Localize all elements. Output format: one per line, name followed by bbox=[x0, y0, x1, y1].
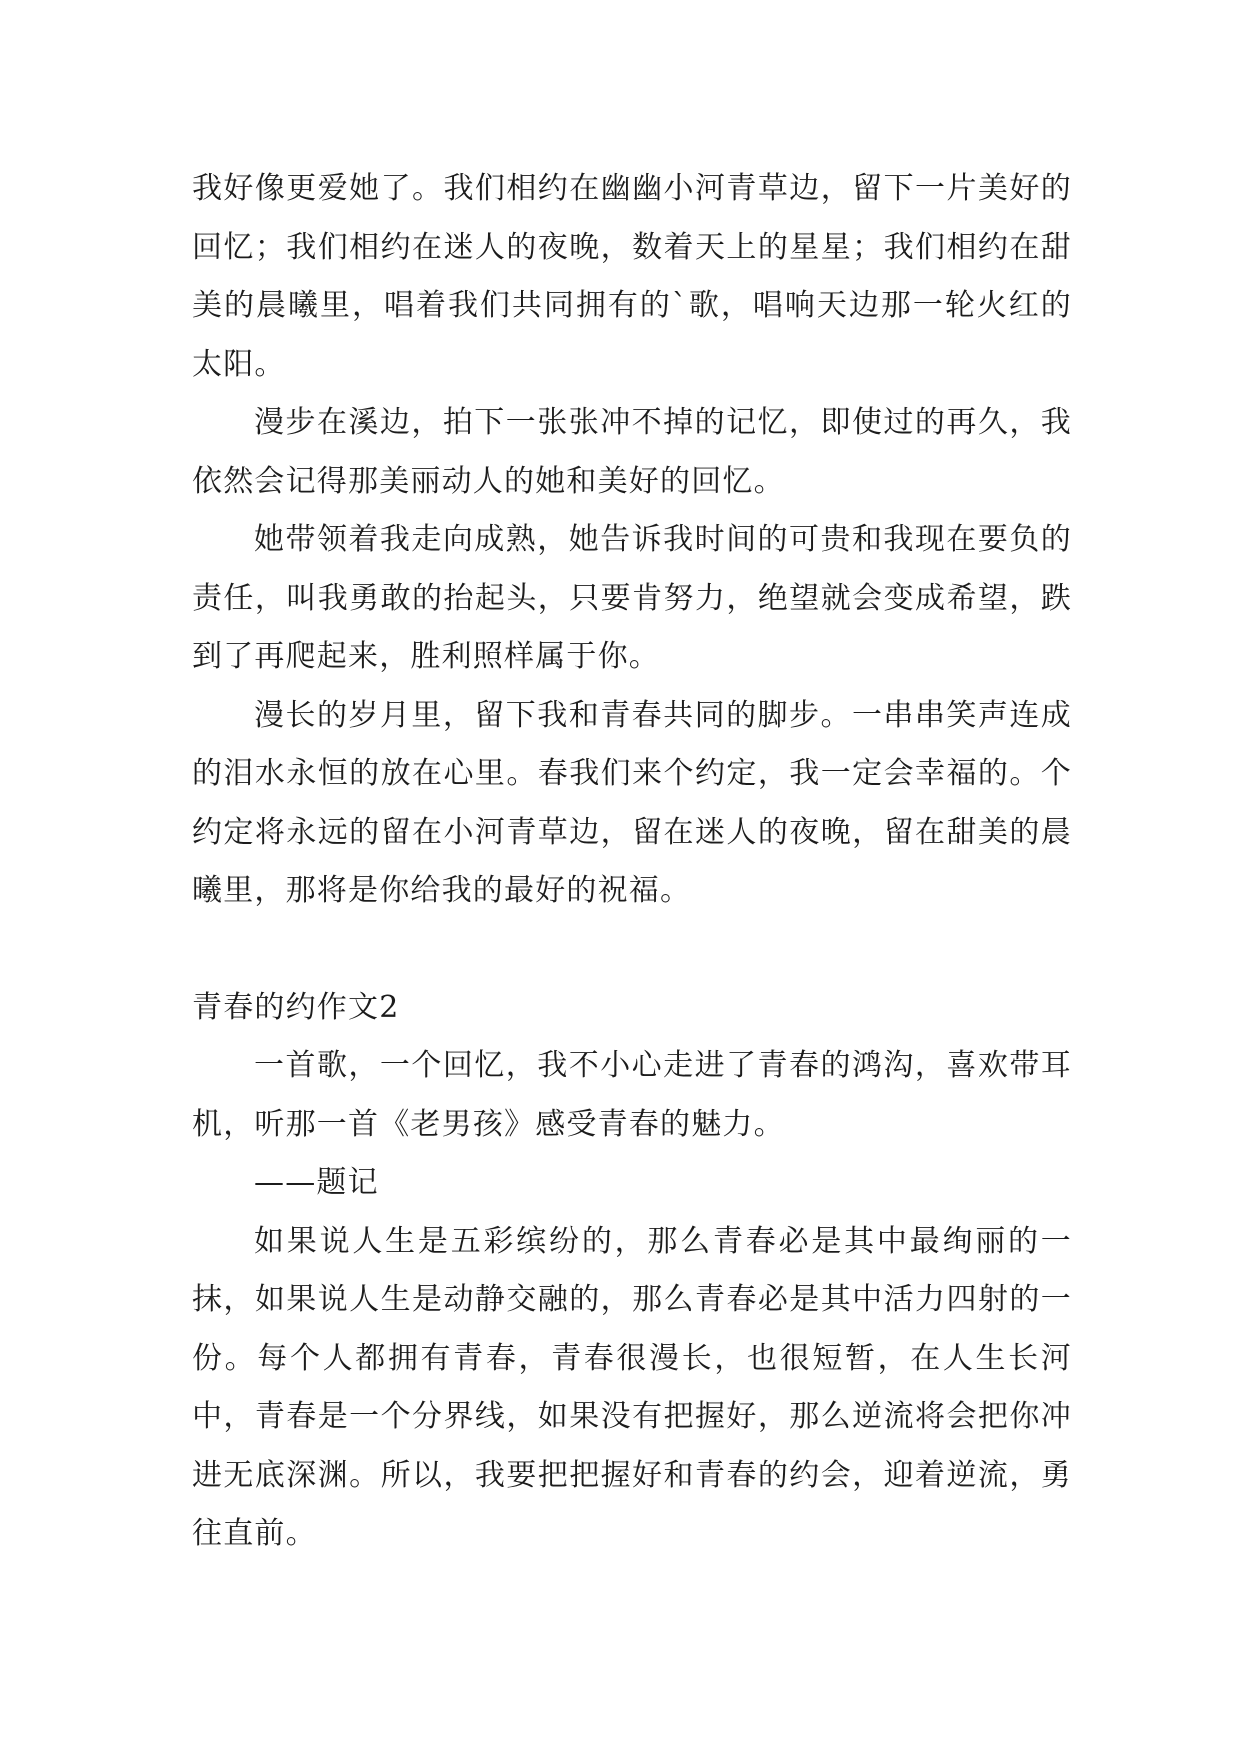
paragraph: 漫长的岁月里，留下我和青春共同的脚步。一串串笑声连成的泪水永恒的放在心里。春我们来个约定，我一定会幸福的。个约定将永远的留在小河青草边，留在迷人的夜晚，留在甜美的晨曦里，那将是你给我的最好的祝福。 bbox=[192, 697, 1072, 908]
paragraph: 一首歌，一个回忆，我不小心走进了青春的鸿沟，喜欢带耳机，听那一首《老男孩》感受青春的魅力。 bbox=[192, 1048, 1072, 1142]
paragraph: 她带领着我走向成熟，她告诉我时间的可贵和我现在要负的责任，叫我勇敢的抬起头，只要肯努力，绝望就会变成希望，跌到了再爬起来，胜利照样属于你。 bbox=[192, 522, 1072, 674]
epigraph-signature: ——题记 bbox=[254, 1165, 379, 1200]
paragraph: 我好像更爱她了。我们相约在幽幽小河青草边，留下一片美好的回忆；我们相约在迷人的夜晚，数着天上的星星；我们相约在甜美的晨曦里，唱着我们共同拥有的`歌，唱响天边那一轮火红的太阳。 bbox=[192, 171, 1072, 382]
paragraph: 如果说人生是五彩缤纷的，那么青春必是其中最绚丽的一抹，如果说人生是动静交融的，那么青春必是其中活力四射的一份。每个人都拥有青春，青春很漫长，也很短暂，在人生长河中，青春是一个分界线，如果没有把握好，那么逆流将会把你冲进无底深渊。所以，我要把把握好和青春的约会，迎着逆流，勇往直前。 bbox=[192, 1223, 1072, 1551]
document-body bbox=[192, 160, 1072, 1564]
section-title: 青春的约作文2 bbox=[192, 989, 400, 1025]
paragraph: 漫步在溪边，拍下一张张冲不掉的记忆，即使过的再久，我依然会记得那美丽动人的她和美好的回忆。 bbox=[192, 405, 1072, 499]
